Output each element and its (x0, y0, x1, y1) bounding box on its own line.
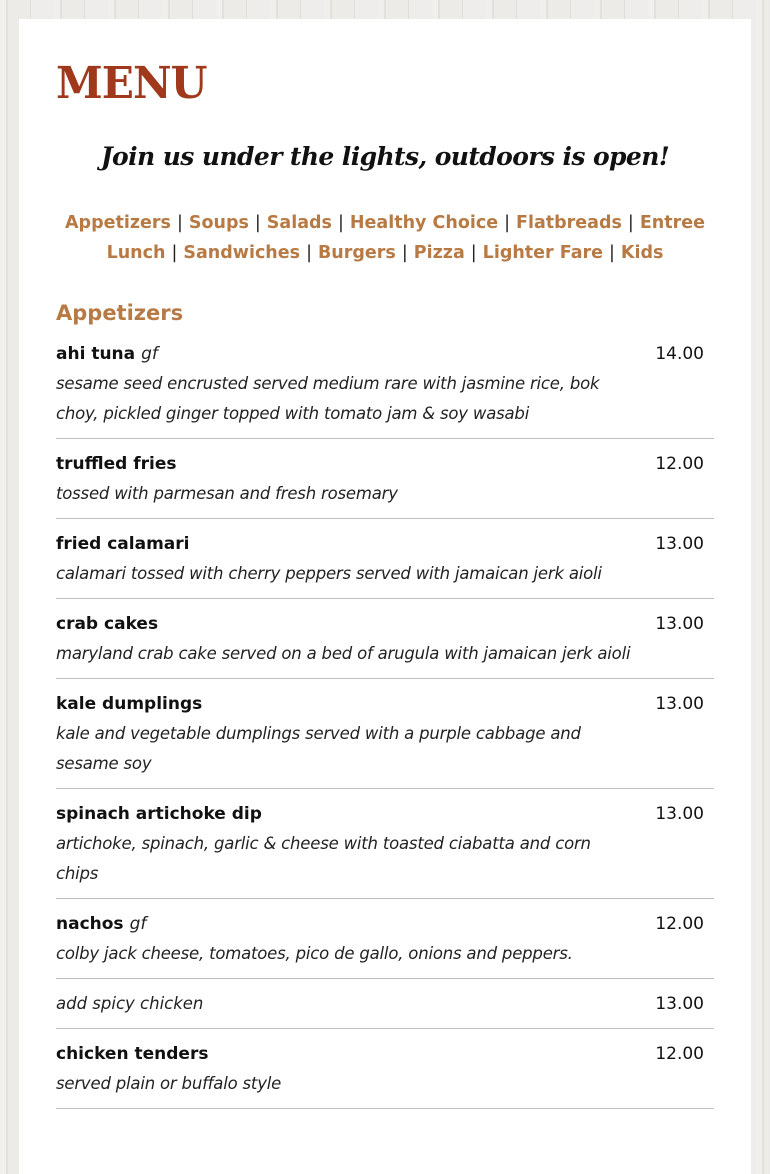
item-price: 12.00 (655, 454, 704, 474)
menu-item (56, 909, 714, 979)
menu-item-list (56, 339, 714, 1119)
menu-item-addon (56, 989, 714, 1029)
item-dietary-tag: gf (141, 344, 158, 364)
category-separator: | (627, 213, 634, 233)
item-name: chicken tenders (56, 1044, 209, 1064)
item-dietary-tag: gf (129, 914, 147, 934)
category-separator: | (337, 213, 344, 233)
item-price: 12.00 (655, 914, 704, 934)
category-separator: | (470, 243, 477, 263)
item-description: served plain or buffalo style (56, 1074, 282, 1093)
item-name: crab cakes (56, 614, 159, 634)
category-link-soups[interactable]: Soups (188, 213, 249, 233)
category-separator: | (401, 243, 408, 263)
item-description: kale and vegetable dumplings served with a purple cabbage and sesame soy (56, 724, 581, 773)
addon-label: add spicy chicken (56, 994, 204, 1013)
category-link-entree[interactable]: Entree (639, 213, 705, 233)
category-separator: | (504, 213, 510, 233)
menu-item (56, 609, 714, 679)
item-name: truffled fries (56, 454, 177, 474)
item-description: calamari tossed with cherry peppers served with jamaican jerk aioli (56, 564, 602, 583)
category-separator: | (609, 243, 615, 263)
menu-item (56, 689, 714, 789)
item-price: 12.00 (655, 1044, 704, 1064)
category-link-healthy-choice[interactable]: Healthy Choice (349, 213, 499, 233)
item-description: tossed with parmesan and fresh rosemary (56, 484, 398, 503)
item-price: 13.00 (655, 804, 704, 824)
category-link-kids[interactable]: Kids (620, 243, 664, 263)
menu-card (19, 19, 751, 1174)
tagline: Join us under the lights, outdoors is open! (100, 142, 670, 171)
item-name: ahi tuna (56, 344, 136, 364)
category-link-sandwiches[interactable]: Sandwiches (183, 243, 301, 263)
item-description: sesame seed encrusted served medium rare with jasmine rice, bok choy, pickled ginger topped with tomato jam & soy wasabi (56, 374, 600, 423)
item-description: colby jack cheese, tomatoes, pico de gallo, onions and peppers. (56, 944, 573, 963)
category-link-appetizers[interactable]: Appetizers (65, 213, 171, 233)
category-link-salads[interactable]: Salads (266, 213, 332, 233)
menu-item (56, 1039, 714, 1109)
category-separator: | (171, 243, 178, 263)
menu-item (56, 449, 714, 519)
item-price: 13.00 (655, 534, 704, 554)
item-name: fried calamari (56, 534, 190, 554)
item-price: 13.00 (655, 994, 704, 1014)
category-separator: | (254, 213, 261, 233)
item-price: 14.00 (655, 344, 704, 364)
menu-item (56, 339, 714, 439)
item-description: artichoke, spinach, garlic & cheese with toasted ciabatta and corn chips (56, 834, 591, 883)
category-link-lighter-fare[interactable]: Lighter Fare (482, 243, 604, 263)
menu-item (56, 799, 714, 899)
category-link-burgers[interactable]: Burgers (317, 243, 396, 263)
item-name: kale dumplings (56, 694, 203, 714)
page-title: MENU (56, 58, 207, 109)
category-separator: | (306, 243, 312, 263)
section-title: Appetizers (56, 301, 184, 325)
item-description: maryland crab cake served on a bed of arugula with jamaican jerk aioli (56, 644, 631, 663)
category-separator: | (176, 213, 183, 233)
menu-item (56, 529, 714, 599)
item-price: 13.00 (655, 614, 704, 634)
category-link-lunch[interactable]: Lunch (106, 243, 166, 263)
category-link-flatbreads[interactable]: Flatbreads (516, 213, 622, 233)
item-price: 13.00 (655, 694, 704, 714)
category-nav (49, 208, 721, 268)
item-name: nachos (56, 914, 124, 934)
category-link-pizza[interactable]: Pizza (413, 243, 465, 263)
item-name: spinach artichoke dip (56, 804, 262, 824)
